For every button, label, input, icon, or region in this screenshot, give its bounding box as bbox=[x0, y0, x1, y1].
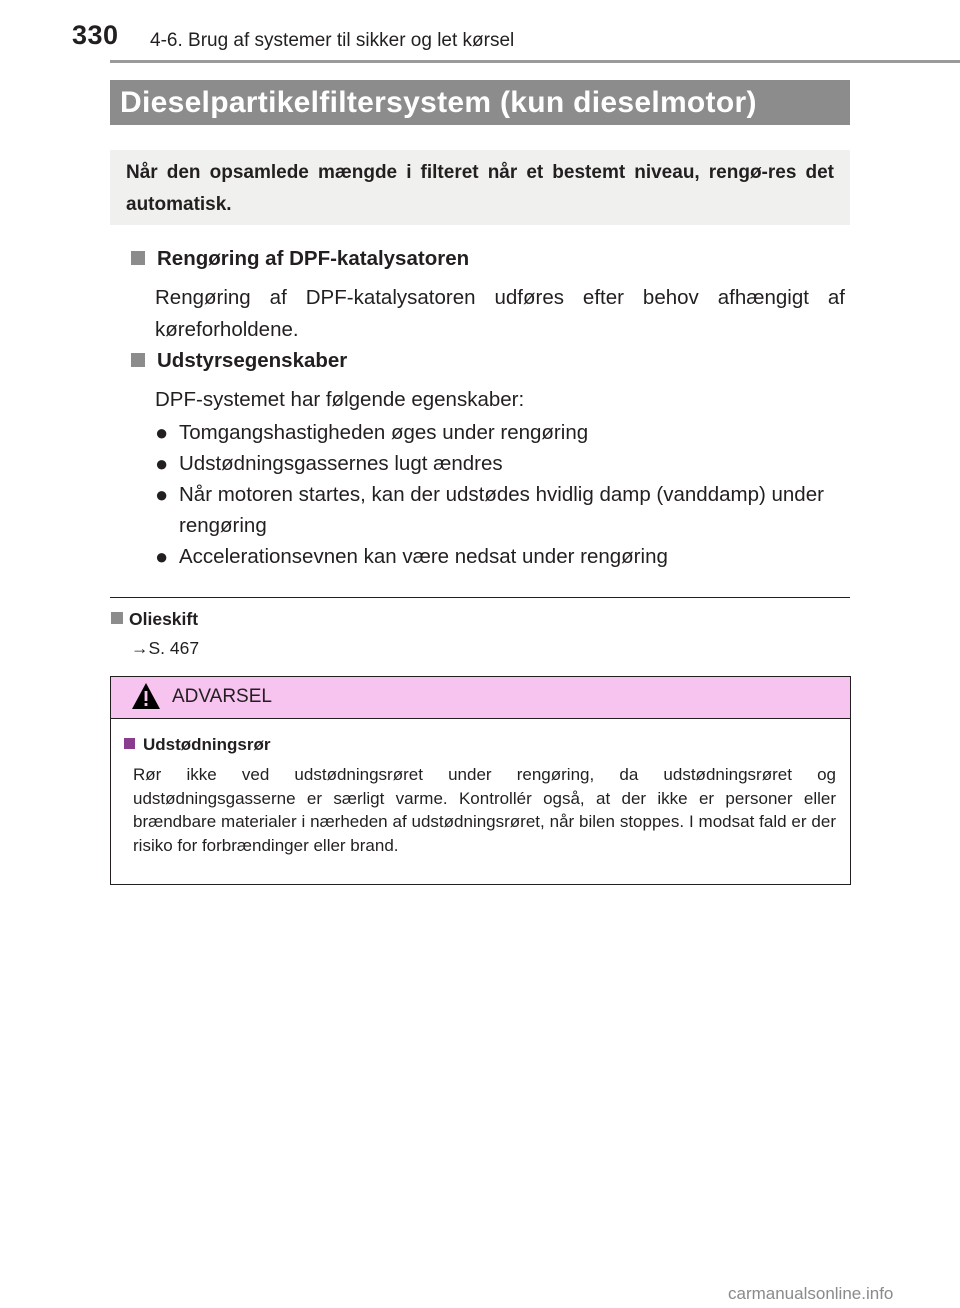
warning-header bbox=[111, 677, 850, 719]
features-heading-text: Udstyrsegenskaber bbox=[157, 349, 348, 372]
oil-change-heading bbox=[111, 609, 198, 630]
header-divider bbox=[110, 60, 960, 63]
list-item-text: Når motoren startes, kan der udstødes hvidlig damp (vanddamp) under rengøring bbox=[179, 483, 824, 537]
intro-text: Når den opsamlede mængde i filteret når et bestemt niveau, rengø-res det automatisk. bbox=[126, 162, 834, 215]
filled-circle-icon: ● bbox=[155, 482, 169, 507]
warning-box bbox=[110, 676, 851, 885]
warning-label: ADVARSEL bbox=[172, 686, 272, 707]
list-item bbox=[155, 448, 855, 479]
cleaning-heading-text: Rengøring af DPF-katalysatoren bbox=[157, 247, 470, 270]
features-heading bbox=[131, 349, 347, 373]
oil-change-heading-text: Olieskift bbox=[129, 609, 199, 629]
section-title: Dieselpartikelfiltersystem (kun dieselmotor) bbox=[120, 85, 757, 119]
filled-circle-icon: ● bbox=[155, 420, 169, 445]
list-item bbox=[155, 479, 855, 541]
square-bullet-icon bbox=[131, 353, 145, 367]
square-bullet-icon bbox=[124, 738, 135, 749]
list-item bbox=[155, 541, 855, 572]
square-bullet-icon bbox=[131, 251, 145, 265]
section-banner bbox=[110, 80, 850, 125]
section-divider bbox=[110, 597, 850, 598]
warning-subheading-text: Udstødningsrør bbox=[143, 735, 271, 754]
features-intro: DPF-systemet har følgende egenskaber: bbox=[155, 388, 525, 411]
list-item-text: Tomgangshastigheden øges under rengøring bbox=[179, 421, 589, 444]
list-item bbox=[155, 417, 855, 448]
page-number: 330 bbox=[72, 20, 119, 50]
filled-circle-icon: ● bbox=[155, 544, 169, 569]
watermark: carmanualsonline.info bbox=[728, 1284, 894, 1303]
warning-triangle-icon bbox=[131, 682, 161, 715]
list-item-text: Udstødningsgassernes lugt ændres bbox=[179, 452, 503, 475]
cleaning-text: Rengøring af DPF-katalysatoren udføres efter behov afhængigt af køreforholdene. bbox=[155, 286, 845, 341]
square-bullet-icon bbox=[111, 612, 123, 624]
list-item-text: Accelerationsevnen kan være nedsat under rengøring bbox=[179, 545, 668, 568]
filled-circle-icon: ● bbox=[155, 451, 169, 476]
intro-box bbox=[110, 150, 850, 225]
warning-text: Rør ikke ved udstødningsrøret under rengøring, da udstødningsrøret og udstødningsgasserne er særligt varme. Kontrollér også, at der ikke er personer eller brændbare materialer i nærheden af udstødningsrøret, når bilen stoppes. I modsat fald er der risiko for forbrændinger eller brand. bbox=[133, 765, 836, 855]
chapter-title: 4-6. Brug af systemer til sikker og let kørsel bbox=[150, 30, 515, 51]
oil-change-page-reference[interactable]: →S. 467 bbox=[131, 638, 200, 658]
cleaning-heading bbox=[131, 247, 469, 271]
warning-subheading bbox=[124, 735, 271, 755]
